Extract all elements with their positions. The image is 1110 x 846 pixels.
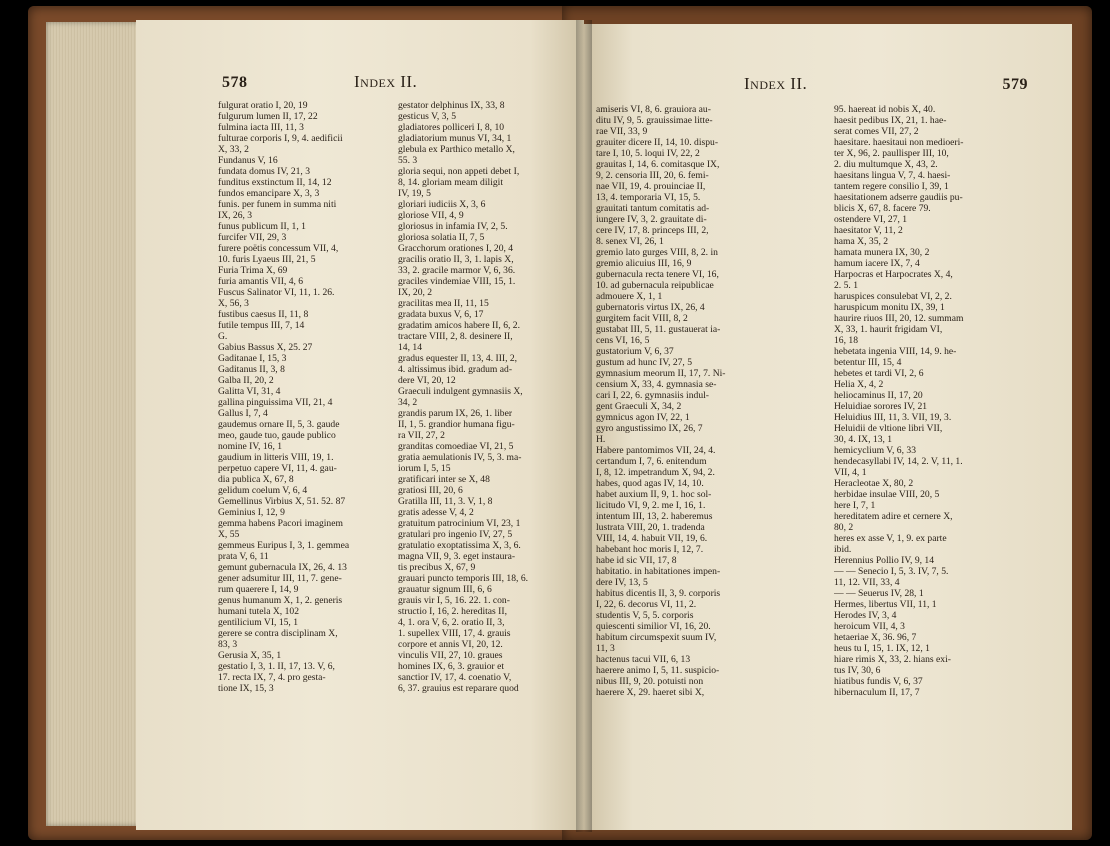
- index-entry-line: 2. diu multumque X, 43, 2.: [834, 159, 938, 170]
- index-entry-line: gratis adesse V, 4, 2: [398, 507, 474, 518]
- index-entry-line: tantem regere consilio I, 39, 1: [834, 181, 949, 192]
- index-entry-line: funus publicum II, 1, 1: [218, 221, 306, 232]
- index-entry-line: hendecasyllabi IV, 14, 2. V, 11, 1.: [834, 456, 963, 467]
- index-entry-line: Gaditanae I, 15, 3: [218, 353, 287, 364]
- index-entry-line: betentur III, 15, 4: [834, 357, 902, 368]
- index-entry-line: 4. altissimus ibid. gradum ad-: [398, 364, 513, 375]
- index-entry-line: Gallus I, 7, 4: [218, 408, 268, 419]
- index-entry-line: tione IX, 15, 3: [218, 683, 274, 694]
- index-entry-line: H.: [596, 434, 606, 445]
- index-entry-line: heliocaminus II, 17, 20: [834, 390, 923, 401]
- index-entry-line: X, 56, 3: [218, 298, 249, 309]
- index-entry-line: gestatio I, 3, 1. II, 17, 13. V, 6,: [218, 661, 335, 672]
- index-entry-line: heroicum VII, 4, 3: [834, 621, 905, 632]
- index-entry-line: 34, 2: [398, 397, 418, 408]
- index-entry-line: intentum III, 13, 2. haberemus: [596, 511, 713, 522]
- index-entry-line: gratulatio exoptatissima X, 3, 6.: [398, 540, 521, 551]
- index-entry-line: haesitare. haesitaui non medioeri-: [834, 137, 964, 148]
- index-entry-line: hama X, 35, 2: [834, 236, 889, 247]
- open-book: [28, 6, 1092, 840]
- index-entry-line: X, 55: [218, 529, 240, 540]
- index-entry-line: X, 33, 2: [218, 144, 249, 155]
- index-entry-line: 10. furis Lyaeus III, 21, 5: [218, 254, 316, 265]
- index-entry-line: gymnasium meorum II, 17, 7. Ni-: [596, 368, 726, 379]
- index-entry-line: gracilitas mea II, 11, 15: [398, 298, 489, 309]
- index-entry-line: hiare rimis X, 33, 2. hians exi-: [834, 654, 951, 665]
- index-entry-line: hibernaculum II, 17, 7: [834, 687, 920, 698]
- index-entry-line: haesitationem adserre gaudiis pu-: [834, 192, 963, 203]
- index-entry-line: funditus exstinctum II, 14, 12: [218, 177, 332, 188]
- index-entry-line: blicis X, 67, 8. facere 79.: [834, 203, 931, 214]
- index-entry-line: dere IV, 13, 5: [596, 577, 648, 588]
- index-entry-line: fulmina iacta III, 11, 3: [218, 122, 304, 133]
- index-entry-line: 13, 4. temporaria VI, 15, 5.: [596, 192, 701, 203]
- index-entry-line: haurire riuos III, 20, 12. summam: [834, 313, 964, 324]
- index-entry-line: certandum I, 7, 6. enitendum: [596, 456, 707, 467]
- index-entry-line: 55. 3: [398, 155, 418, 166]
- index-entry-line: prata V, 6, 11: [218, 551, 269, 562]
- index-entry-line: 30, 4. IX, 13, 1: [834, 434, 893, 445]
- left-page: [136, 20, 584, 830]
- index-entry-line: gesticus V, 3, 5: [398, 111, 457, 122]
- index-entry-line: gemunt gubernacula IX, 26, 4. 13: [218, 562, 347, 573]
- index-entry-line: gloriose VII, 4, 9: [398, 210, 464, 221]
- index-entry-line: Gracchorum orationes I, 20, 4: [398, 243, 514, 254]
- index-entry-line: granditas comoediae VI, 21, 5: [398, 441, 514, 452]
- index-entry-line: structio I, 16, 2. hereditas II,: [398, 606, 507, 617]
- index-entry-line: quiescenti similior VI, 16, 20.: [596, 621, 711, 632]
- index-entry-line: meo, gaude tuo, gaude publico: [218, 430, 336, 441]
- index-entry-line: tis precibus X, 67, 9: [398, 562, 476, 573]
- index-entry-line: 9, 2. censoria III, 20, 6. femi-: [596, 170, 709, 181]
- index-entry-line: VII, 4, 1: [834, 467, 867, 478]
- index-entry-line: furere poëtis concessum VII, 4,: [218, 243, 339, 254]
- index-entry-line: fulgurat oratio I, 20, 19: [218, 100, 308, 111]
- index-entry-line: haesitans lingua V, 7, 4. haesi-: [834, 170, 951, 181]
- index-entry-line: 4, 1. ora V, 6, 2. oratio II, 3,: [398, 617, 505, 628]
- index-entry-line: gemma habens Pacori imaginem: [218, 518, 343, 529]
- index-entry-line: grauitas I, 14, 6. comitasque IX,: [596, 159, 720, 170]
- index-entry-line: gracilis oratio II, 3, 1. lapis X,: [398, 254, 514, 265]
- index-entry-line: here I, 7, 1: [834, 500, 876, 511]
- index-entry-line: grauis vir I, 5, 16. 22. 1. con-: [398, 595, 510, 606]
- index-entry-line: 11, 12. VII, 33, 4: [834, 577, 900, 588]
- index-entry-line: gymnicus agon IV, 22, 1: [596, 412, 690, 423]
- index-entry-line: habebant hoc moris I, 12, 7.: [596, 544, 704, 555]
- index-entry-line: iorum I, 5, 15: [398, 463, 451, 474]
- index-entry-line: gloriosa solatia II, 7, 5: [398, 232, 485, 243]
- index-entry-line: furcifer VII, 29, 3: [218, 232, 287, 243]
- index-entry-line: nibus III, 9, 20. potuisti non: [596, 676, 704, 687]
- index-entry-line: gradus equester II, 13, 4. III, 2,: [398, 353, 518, 364]
- index-entry-line: gradata buxus V, 6, 17: [398, 309, 484, 320]
- index-entry-line: gestator delphinus IX, 33, 8: [398, 100, 505, 111]
- index-entry-line: gustabat III, 5, 11. gustauerat ia-: [596, 324, 721, 335]
- index-entry-line: haesitator V, 11, 2: [834, 225, 903, 236]
- index-entry-line: tare I, 10, 5. loqui IV, 22, 2: [596, 148, 700, 159]
- index-entry-line: gratiosi III, 20, 6: [398, 485, 463, 496]
- index-entry-line: gubernatoris virtus IX, 26, 4: [596, 302, 705, 313]
- index-entry-line: furia amantis VII, 4, 6: [218, 276, 304, 287]
- index-entry-line: 10. ad gubernacula reipublicae: [596, 280, 714, 291]
- index-entry-line: fundata domus IV, 21, 3: [218, 166, 311, 177]
- left-page-header: [136, 70, 584, 96]
- index-entry-line: nae VII, 19, 4. prouinciae II,: [596, 181, 706, 192]
- index-entry-line: 8. senex VI, 26, 1: [596, 236, 664, 247]
- index-entry-line: grauari puncto temporis III, 18, 6.: [398, 573, 529, 584]
- index-entry-line: 95. haereat id nobis X, 40.: [834, 104, 936, 115]
- index-entry-line: 14, 14: [398, 342, 422, 353]
- index-entry-line: hetaeriae X, 36. 96, 7: [834, 632, 917, 643]
- index-entry-line: Geminius I, 12, 9: [218, 507, 285, 518]
- index-entry-line: gaudium in litteris VIII, 19, 1.: [218, 452, 334, 463]
- index-entry-line: heres ex asse V, 1, 9. ex parte: [834, 533, 947, 544]
- index-entry-line: X, 33, 1. haurit frigidam VI,: [834, 324, 943, 335]
- index-entry-line: funis. per funem in summa niti: [218, 199, 337, 210]
- index-entry-line: vinculis VII, 27, 10. graues: [398, 650, 503, 661]
- index-entry-line: habe id sic VII, 17, 8: [596, 555, 677, 566]
- index-entry-line: Heluidiae sorores IV, 21: [834, 401, 928, 412]
- index-entry-line: ostendere VI, 27, 1: [834, 214, 908, 225]
- right-page-header: [584, 74, 1072, 100]
- index-entry-line: 8, 14. gloriam meam diligit: [398, 177, 503, 188]
- index-entry-line: habitum circumspexit suum IV,: [596, 632, 717, 643]
- index-entry-line: magna VII, 9, 3. eget instaura-: [398, 551, 516, 562]
- index-entry-line: Heluidius III, 11, 3. VII, 19, 3.: [834, 412, 952, 423]
- index-entry-line: II, 1, 5. grandior humana figu-: [398, 419, 515, 430]
- index-entry-line: hactenus tacui VII, 6, 13: [596, 654, 691, 665]
- index-entry-line: habitatio. in habitationes impen-: [596, 566, 721, 577]
- index-entry-line: haruspices consulebat VI, 2, 2.: [834, 291, 952, 302]
- index-entry-line: fulturae corporis I, 9, 4. aedificii: [218, 133, 343, 144]
- index-entry-line: hamata munera IX, 30, 2: [834, 247, 930, 258]
- index-entry-line: gurgitem facit VIII, 8, 2: [596, 313, 688, 324]
- index-entry-line: Gaditanus II, 3, 8: [218, 364, 285, 375]
- index-entry-line: dere VI, 20, 12: [398, 375, 456, 386]
- index-entry-line: Fuscus Salinator VI, 11, 1. 26.: [218, 287, 335, 298]
- index-entry-line: lustrata VIII, 20, 1. tradenda: [596, 522, 705, 533]
- index-entry-line: gubernacula recta tenere VI, 16,: [596, 269, 719, 280]
- index-entry-line: Galitta VI, 31, 4: [218, 386, 281, 397]
- index-entry-line: gyro angustissimo IX, 26, 7: [596, 423, 703, 434]
- index-entry-line: habes, quod agas IV, 14, 10.: [596, 478, 704, 489]
- index-entry-line: homines IX, 6, 3. grauior et: [398, 661, 505, 672]
- index-entry-line: Hermes, libertus VII, 11, 1: [834, 599, 937, 610]
- index-entry-line: gloriosus in infamia IV, 2, 5.: [398, 221, 508, 232]
- index-entry-line: hebetata ingenia VIII, 14, 9. he-: [834, 346, 957, 357]
- index-entry-line: Gratilla III, 11, 3. V, 1, 8: [398, 496, 493, 507]
- index-entry-line: admouere X, 1, 1: [596, 291, 663, 302]
- index-entry-line: corpore et annis VI, 20, 12.: [398, 639, 503, 650]
- index-entry-line: habitus dicentis II, 3, 9. corporis: [596, 588, 721, 599]
- index-entry-line: Heluidii de vltione libri VII,: [834, 423, 943, 434]
- index-entry-line: dia publica X, 67, 8: [218, 474, 294, 485]
- index-entry-line: futile tempus III, 7, 14: [218, 320, 305, 331]
- index-entry-line: gratia aemulationis IV, 5, 3. ma-: [398, 452, 522, 463]
- index-entry-line: Heracleotae X, 80, 2: [834, 478, 914, 489]
- left-column-2: [398, 100, 574, 694]
- index-entry-line: serat comes VII, 27, 2: [834, 126, 919, 137]
- index-entry-line: Graeculi indulgent gymnasiis X,: [398, 386, 523, 397]
- index-entry-line: I, 22, 6. decorus VI, 11, 2.: [596, 599, 697, 610]
- page-number-left: 578: [222, 74, 248, 91]
- index-entry-line: grandis parum IX, 26, 1. liber: [398, 408, 513, 419]
- index-entry-line: 17. recta IX, 7, 4. pro gesta-: [218, 672, 326, 683]
- index-entry-line: gradatim amicos habere II, 6, 2.: [398, 320, 521, 331]
- index-entry-line: gremio lato gurges VIII, 8, 2. in: [596, 247, 718, 258]
- index-entry-line: ter X, 96, 2. paullisper III, 10,: [834, 148, 949, 159]
- running-head-left: Index II.: [354, 72, 418, 91]
- index-entry-line: haesit pedibus IX, 21, 1. hae-: [834, 115, 947, 126]
- index-entry-line: gustum ad hunc IV, 27, 5: [596, 357, 693, 368]
- index-entry-line: hiatibus fundis V, 6, 37: [834, 676, 923, 687]
- index-entry-line: studentis V, 5, 5. corporis: [596, 610, 694, 621]
- index-entry-line: G.: [218, 331, 228, 342]
- index-entry-line: rum quaerere I, 14, 9: [218, 584, 299, 595]
- index-entry-line: hemicyclium V, 6, 33: [834, 445, 916, 456]
- index-entry-line: 16, 18: [834, 335, 858, 346]
- index-entry-line: VIII, 14, 4. habuit VII, 19, 6.: [596, 533, 708, 544]
- running-head-right: Index II.: [744, 74, 808, 93]
- book-gutter: [576, 20, 592, 832]
- index-entry-line: — — Seuerus IV, 28, 1: [834, 588, 924, 599]
- index-entry-line: 83, 3: [218, 639, 238, 650]
- index-entry-line: genus humanum X, 1, 2. generis: [218, 595, 343, 606]
- index-entry-line: gallina pinguissima VII, 21, 4: [218, 397, 333, 408]
- index-entry-line: haruspicum monitu IX, 39, 1: [834, 302, 945, 313]
- index-entry-line: Galba II, 20, 2: [218, 375, 274, 386]
- index-entry-line: glebula ex Parthico metallo X,: [398, 144, 515, 155]
- index-entry-line: hamum iacere IX, 7, 4: [834, 258, 920, 269]
- index-entry-line: gelidum coelum V, 6, 4: [218, 485, 308, 496]
- index-entry-line: amiseris VI, 8, 6. grauiora au-: [596, 104, 711, 115]
- index-entry-line: fundos emancipare X, 3, 3: [218, 188, 320, 199]
- index-entry-line: — — Senecio I, 5, 3. IV, 7, 5.: [834, 566, 949, 577]
- index-entry-line: gent Graeculi X, 34, 2: [596, 401, 682, 412]
- index-entry-line: grauiter dicere II, 14, 10. dispu-: [596, 137, 719, 148]
- index-entry-line: 1. supellex VIII, 17, 4. grauis: [398, 628, 511, 639]
- index-entry-line: tus IV, 30, 6: [834, 665, 881, 676]
- index-entry-line: gaudemus ornare II, 5, 3. gaude: [218, 419, 340, 430]
- index-entry-line: Herodes IV, 3, 4: [834, 610, 897, 621]
- index-entry-line: 11, 3: [596, 643, 615, 654]
- right-column-1: [596, 104, 822, 698]
- index-entry-line: 2. 5. 1: [834, 280, 858, 291]
- index-entry-line: iungere IV, 3, 2. grauitate di-: [596, 214, 707, 225]
- index-entry-line: tractare VIII, 2, 8. desinere II,: [398, 331, 513, 342]
- index-entry-line: cari I, 22, 6. gymnasiis indul-: [596, 390, 709, 401]
- index-entry-line: fulgurum lumen II, 17, 22: [218, 111, 318, 122]
- index-entry-line: gladiatorium munus VI, 34, 1: [398, 133, 512, 144]
- index-entry-line: Furia Trima X, 69: [218, 265, 288, 276]
- index-entry-line: gratuitum patrocinium VI, 23, 1: [398, 518, 521, 529]
- index-entry-line: fustibus caesus II, 11, 8: [218, 309, 309, 320]
- index-entry-line: cere IV, 17, 8. princeps III, 2,: [596, 225, 709, 236]
- index-entry-line: IX, 20, 2: [398, 287, 433, 298]
- index-entry-line: Harpocras et Harpocrates X, 4,: [834, 269, 953, 280]
- index-entry-line: grauitati tantum comitatis ad-: [596, 203, 710, 214]
- index-entry-line: cens VI, 16, 5: [596, 335, 650, 346]
- index-entry-line: grauatur signum III, 6, 6: [398, 584, 492, 595]
- index-entry-line: Gemellinus Virbius X, 51. 52. 87: [218, 496, 346, 507]
- left-column-1: [218, 100, 390, 694]
- index-entry-line: ditu IV, 9, 5. grauissimae litte-: [596, 115, 713, 126]
- index-entry-line: gloriari iudiciis X, 3, 6: [398, 199, 486, 210]
- index-entry-line: ibid.: [834, 544, 852, 555]
- index-entry-line: gloria sequi, non appeti debet I,: [398, 166, 520, 177]
- index-entry-line: ra VII, 27, 2: [398, 430, 445, 441]
- index-entry-line: gustatorium V, 6, 37: [596, 346, 674, 357]
- index-entry-line: gratificari inter se X, 48: [398, 474, 490, 485]
- index-entry-line: Gabius Bassus X, 25. 27: [218, 342, 313, 353]
- index-entry-line: humani tutela X, 102: [218, 606, 299, 617]
- right-page: [584, 24, 1072, 830]
- index-entry-line: 33, 2. gracile marmor V, 6, 36.: [398, 265, 516, 276]
- index-entry-line: Fundanus V, 16: [218, 155, 278, 166]
- index-entry-line: gremio alicuius III, 16, 9: [596, 258, 692, 269]
- index-entry-line: herbidae insulae VIII, 20, 5: [834, 489, 940, 500]
- index-entry-line: habet auxium II, 9, 1. hoc sol-: [596, 489, 712, 500]
- index-entry-line: hereditatem adire et cernere X,: [834, 511, 953, 522]
- index-entry-line: sanctior IV, 17, 4. coenatio V,: [398, 672, 512, 683]
- index-entry-line: Helia X, 4, 2: [834, 379, 884, 390]
- index-entry-line: haerere X, 29. haeret sibi X,: [596, 687, 705, 698]
- index-entry-line: gerere se contra disciplinam X,: [218, 628, 338, 639]
- index-entry-line: I, 8, 12. impetrandum X, 94, 2.: [596, 467, 715, 478]
- index-entry-line: hebetes et tardi VI, 2, 6: [834, 368, 924, 379]
- index-entry-line: heus tu I, 15, 1. IX, 12, 1: [834, 643, 930, 654]
- index-entry-line: rae VII, 33, 9: [596, 126, 648, 137]
- index-entry-line: haerere animo I, 5, 11. suspicio-: [596, 665, 720, 676]
- index-entry-line: Herennius Pollio IV, 9, 14: [834, 555, 935, 566]
- index-entry-line: perpetuo capere VI, 11, 4. gau-: [218, 463, 337, 474]
- index-entry-line: nomine IV, 16, 1: [218, 441, 283, 452]
- index-entry-line: gratulari pro ingenio IV, 27, 5: [398, 529, 513, 540]
- index-entry-line: Habere pantomimos VII, 24, 4.: [596, 445, 716, 456]
- index-entry-line: censium X, 33, 4. gymnasia se-: [596, 379, 717, 390]
- index-entry-line: gemmeus Euripus I, 3, 1. gemmea: [218, 540, 350, 551]
- index-entry-line: Gerusia X, 35, 1: [218, 650, 282, 661]
- index-entry-line: graciles vindemiae VIII, 15, 1.: [398, 276, 516, 287]
- index-entry-line: gladiatores polliceri I, 8, 10: [398, 122, 505, 133]
- index-entry-line: 6, 37. grauius est reparare quod: [398, 683, 519, 694]
- right-column-2: [834, 104, 1062, 698]
- index-entry-line: licitudo VI, 9, 2. me I, 16, 1.: [596, 500, 706, 511]
- index-entry-line: gentilicium VI, 15, 1: [218, 617, 299, 628]
- index-entry-line: gener adsumitur III, 11, 7. gene-: [218, 573, 342, 584]
- page-number-right: 579: [1002, 76, 1028, 93]
- index-entry-line: IV, 19, 5: [398, 188, 431, 199]
- index-entry-line: 80, 2: [834, 522, 854, 533]
- index-entry-line: IX, 26, 3: [218, 210, 253, 221]
